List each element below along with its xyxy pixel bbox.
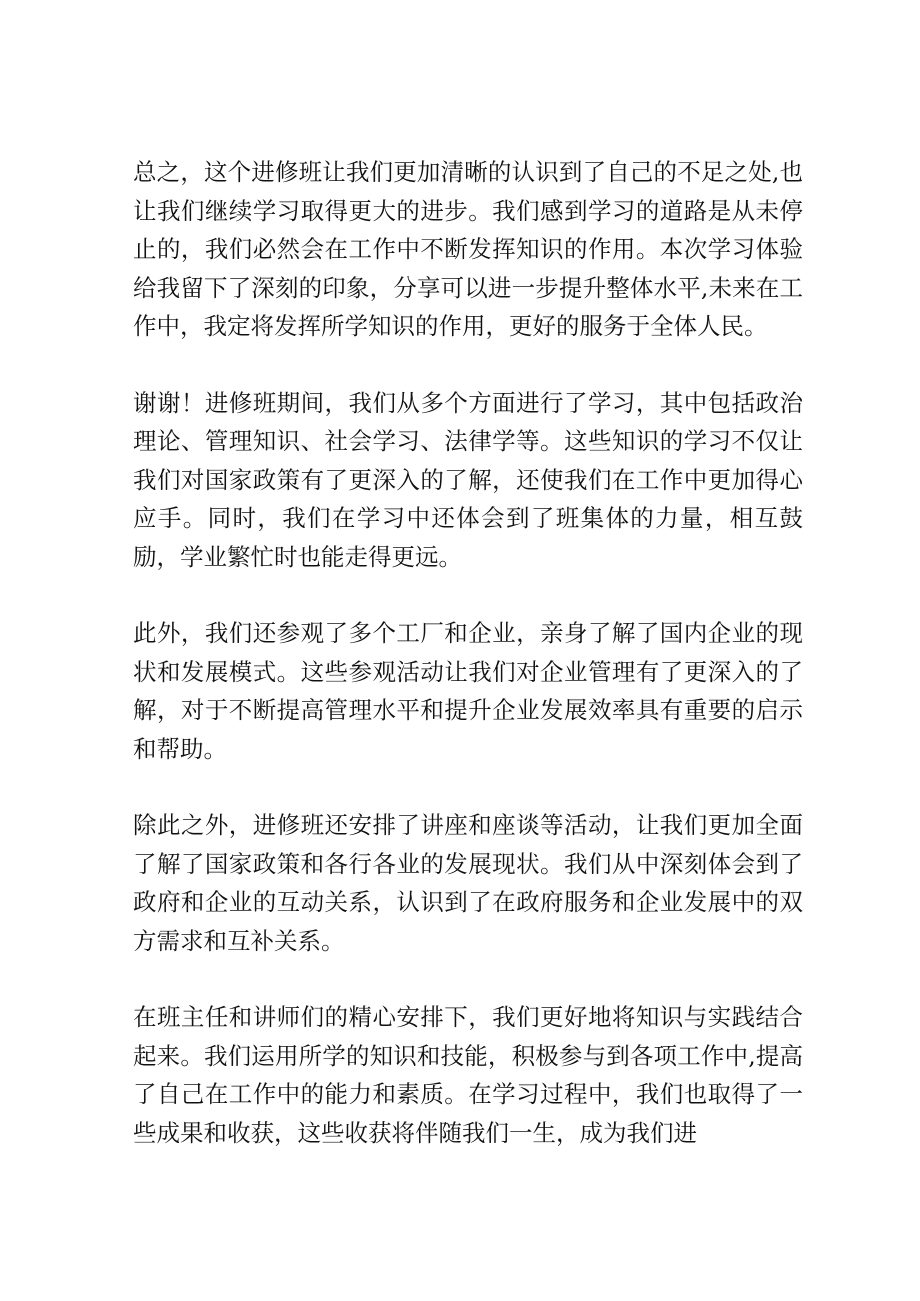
text-line: 政府和企业的互动关系，认识到了在政府服务和企业发展中的双 (133, 888, 803, 916)
text-line: 应手。同时，我们在学习中还体会到了班集体的力量，相互鼓 (133, 504, 803, 532)
text-line: 作中，我定将发挥所学知识的作用，更好的服务于全体人民。 (133, 312, 768, 340)
text-line: 给我留下了深刻的印象，分享可以进一步提升整体水平,未来在工 (133, 273, 803, 302)
text-line: 方需求和互补关系。 (133, 926, 345, 955)
paragraph-3 (133, 614, 803, 768)
text-line: 起来。我们运用所学的知识和技能，积极参与到各项工作中,提高 (133, 1041, 803, 1070)
text-line: 和帮助。 (133, 734, 227, 763)
text-line: 励，学业繁忙时也能走得更远。 (133, 542, 462, 571)
paragraph-4 (133, 806, 803, 960)
paragraph-2 (133, 384, 803, 577)
text-line: 除此之外，进修班还安排了讲座和座谈等活动，让我们更加全面 (133, 811, 803, 839)
document-body (133, 153, 803, 1190)
text-line: 了解了国家政策和各行各业的发展现状。我们从中深刻体会到了 (133, 849, 803, 878)
text-line: 止的，我们必然会在工作中不断发挥知识的作用。本次学习体验 (133, 235, 803, 263)
text-line: 总之，这个进修班让我们更加清晰的认识到了自己的不足之处,也 (133, 158, 803, 186)
paragraph-1 (133, 153, 803, 346)
text-line: 理论、管理知识、社会学习、法律学等。这些知识的学习不仅让 (133, 427, 803, 455)
text-line: 在班主任和讲师们的精心安排下，我们更好地将知识与实践结合 (133, 1003, 803, 1031)
text-line: 解，对于不断提高管理水平和提升企业发展效率具有重要的启示 (133, 696, 803, 724)
text-line: 让我们继续学习取得更大的进步。我们感到学习的道路是从未停 (133, 196, 803, 225)
text-line: 了自己在工作中的能力和素质。在学习过程中，我们也取得了一 (133, 1080, 803, 1108)
text-line: 状和发展模式。这些参观活动让我们对企业管理有了更深入的了 (133, 657, 803, 686)
text-line: 些成果和收获，这些收获将伴随我们一生，成为我们进 (133, 1118, 697, 1147)
paragraph-5 (133, 998, 803, 1152)
text-line: 我们对国家政策有了更深入的了解，还使我们在工作中更加得心 (133, 465, 803, 494)
text-line: 谢谢！进修班期间，我们从多个方面进行了学习，其中包括政治 (133, 388, 803, 417)
text-line: 此外，我们还参观了多个工厂和企业，亲身了解了国内企业的现 (133, 619, 803, 647)
